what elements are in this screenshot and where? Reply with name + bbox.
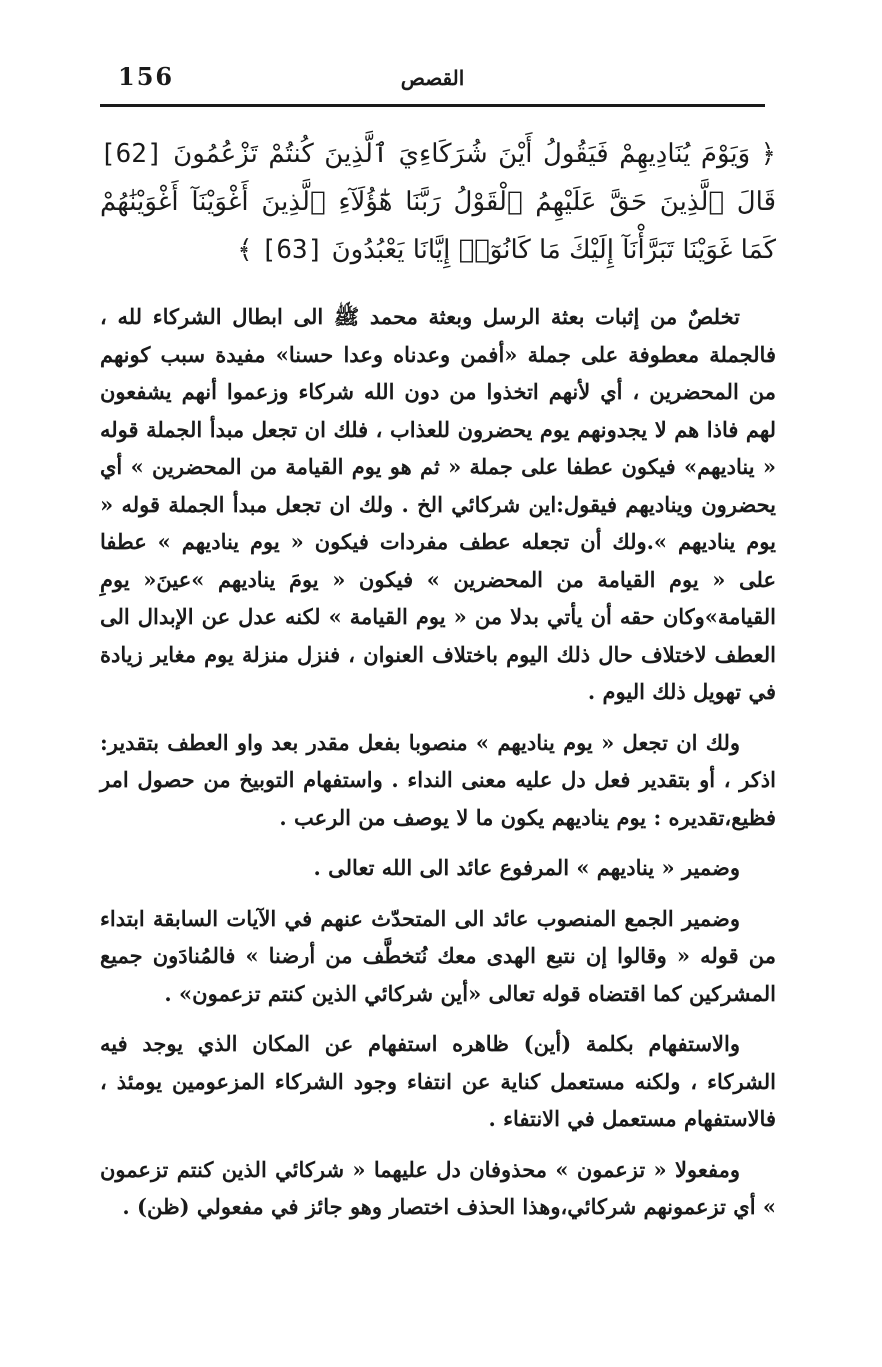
verse-number-62: [62]: [100, 139, 163, 169]
paragraph-2: ولك ان تجعل « يوم يناديهم » منصوبا بفعل مقدر بعد واو العطف بتقدير: اذكر ، أو بتقدير فعل دل عليه معنى النداء . واستفهام التوبيخ من حصول امر فظيع،تقديره : يوم يناديهم يكون ما لا يوصف من الرعب .: [100, 729, 776, 830]
verse-text-part-1: وَيَوْمَ يُنَادِيهِمْ فَيَقُولُ أَيْنَ شُرَكَاءِيَ ٱلَّذِينَ كُنتُمْ تَزْعُمُونَ: [173, 139, 751, 169]
paragraph-6: ومفعولا « تزعمون » محذوفان دل عليهما « شركائي الذين كنتم تزعمون » أي تزعمونهم شركائي،وهذا الحذف اختصار وهو جائز في مفعولي (ظن) .: [100, 1156, 776, 1219]
verse-open-bracket: ﴿: [760, 139, 777, 169]
quran-verse: [100, 130, 776, 274]
page-number: 156: [118, 62, 175, 91]
paragraph-1: تخلصٌ من إثبات بعثة الرسل وبعثة محمد ﷺ الى ابطال الشركاء لله ، فالجملة معطوفة على جملة «أفمن وعدناه وعدا حسنا» مفيدة سبب كونهم من المحضرين ، أي لأنهم اتخذوا من دون الله شركاء وزعموا أنهم يشفعون لهم فاذا هم لا يجدونهم يوم يحضرون للعذاب ، فلك ان تجعل مبدأ الجملة قوله « يناديهم» فيكون عطفا على جملة « ثم هو يوم القيامة من المحضرين » أي يحضرون ويناديهم فيقول:اين شركائي الخ . ولك ان تجعل مبدأ الجملة قوله « يوم يناديهم ».ولك أن تجعله عطف مفردات فيكون « يوم يناديهم » عطفا على « يوم القيامة من المحضرين » فيكون « يومَ يناديهم »عينَ« يومِ القيامة»وكان حقه أن يأتي بدلا من « يوم القيامة » لكنه عدل عن الإبدال الى العطف لاختلاف حال ذلك اليوم باختلاف العنوان ، فنزل منزلة يوم مغاير زيادة في تهويل ذلك اليوم .: [100, 304, 776, 704]
verse-text-part-2: قَالَ ٱلَّذِينَ حَقَّ عَلَيْهِمُ ٱلْقَوْلُ رَبَّنَا هَٰٓؤُلَآءِ ٱلَّذِينَ أَغْوَيْنَآ أَغْوَيْنَٰهُمْ كَمَا غَوَيْنَا تَبَرَّأْنَآ إِلَيْكَ مَا كَانُوٓا۟ إِيَّانَا يَعْبُدُونَ: [100, 187, 776, 265]
verse-number-63: [63]: [260, 235, 324, 265]
paragraph-4: وضمير الجمع المنصوب عائد الى المتحدّث عنهم في الآيات السابقة ابتداء من قوله « وقالوا إن نتبع الهدى معك نُتخطَّف من أرضنا » فالمُنادَون جميع المشركين كما اقتضاه قوله تعالى «أين شركائي الذين كنتم تزعمون» .: [100, 905, 776, 1006]
paragraph-5: والاستفهام بكلمة (أين) ظاهره استفهام عن المكان الذي يوجد فيه الشركاء ، ولكنه مستعمل كناية عن انتفاء وجود الشركاء المزعومين يومئذ ، فالاستفهام مستعمل في الانتفاء .: [100, 1031, 776, 1131]
header-rule: [100, 104, 765, 107]
verse-close-bracket: ﴾: [237, 235, 253, 265]
paragraph-3: وضمير « يناديهم » المرفوع عائد الى الله تعالى .: [313, 855, 740, 880]
page-header: [100, 62, 765, 100]
page-body: [100, 130, 776, 1239]
chapter-title: القصص: [400, 66, 465, 90]
